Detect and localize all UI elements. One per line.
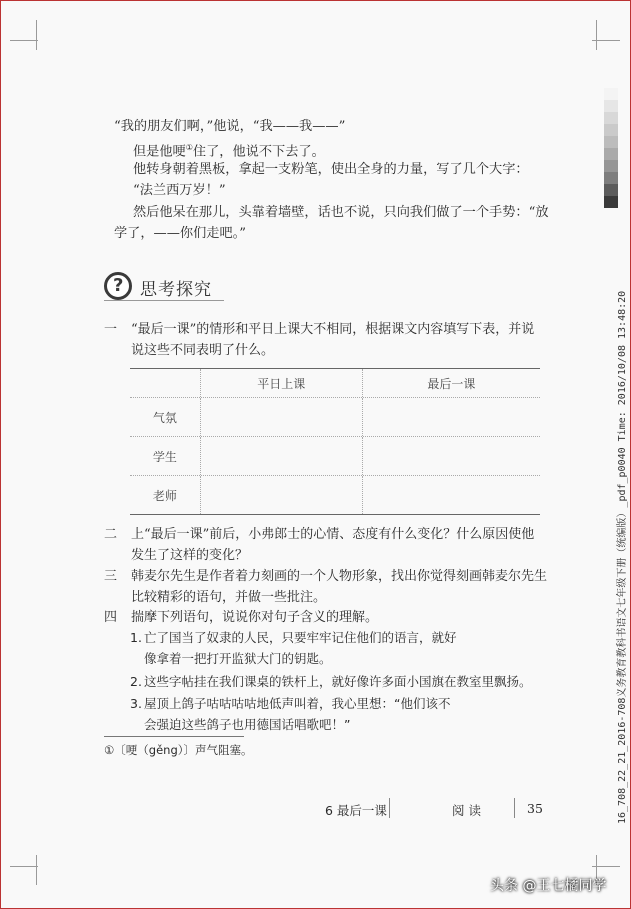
passage-line-2-start: 但是他哽: [133, 144, 186, 160]
watermark: 头条 @王七橘同学: [490, 878, 607, 894]
passage-line-2-end: 住了，他说不下去了。: [192, 144, 325, 160]
print-info-vertical: 16_708_22_21_2016-708义务教育教科书语文七年级下册（统编版）_pdf_p0040 Time: 2016/10/08 13:48:20: [617, 290, 628, 824]
question-3-line-1: 韩麦尔先生是作者着力刻画的一个人物形象，找出你觉得刻画韩麦尔先生: [131, 569, 548, 584]
crop-mark-bl: [10, 866, 38, 867]
crop-mark-bl-v: [36, 855, 37, 885]
question-4-line-1: 揣摩下列语句，说说你对句子含义的理解。: [131, 610, 379, 625]
question-4-number: 四: [104, 610, 118, 625]
footnote-rule: [104, 736, 244, 737]
sub-item-number: 1.: [130, 630, 142, 645]
question-icon-glyph: ?: [113, 275, 124, 296]
sub-item-number: 3.: [130, 696, 142, 711]
question-2-number: 二: [104, 527, 118, 542]
section-title: 思考探究: [140, 280, 212, 300]
question-icon: [104, 272, 132, 300]
question-2-line-1: 上“最后一课”前后，小弗郎士的心情、态度有什么变化？什么原因使他: [131, 527, 535, 542]
footnote-marker: ①: [185, 143, 193, 152]
crop-mark-tl-v: [36, 20, 37, 50]
table-cell[interactable]: [363, 437, 540, 475]
table-cell[interactable]: [201, 476, 363, 514]
table-cell[interactable]: [363, 476, 540, 514]
table-header-last: 最后一课: [427, 376, 476, 391]
passage-line-3: 他转身朝着黑板，拿起一支粉笔，使出全身的力量，写了几个大字：: [133, 162, 529, 177]
passage-line-1: “我的朋友们啊，”他说，“我——我——”: [114, 119, 346, 134]
table-row: [130, 437, 540, 476]
passage-line-5: 然后他呆在那儿，头靠着墙壁，话也不说，只向我们做了一个手势：“放: [133, 205, 549, 220]
table-header-blank: [130, 369, 201, 397]
heading-rule: [104, 300, 224, 301]
sub-item-text: 这些字帖挂在我们课桌的铁杆上，就好像许多面小国旗在教室里飘扬。: [144, 674, 532, 689]
footer-divider-1: [389, 798, 390, 818]
question-1-line-2: 说这些不同表明了什么。: [131, 343, 275, 358]
footer-unit: 阅 读: [452, 803, 481, 818]
passage-line-6: 学了，——你们走吧。”: [114, 226, 247, 241]
table-cell[interactable]: [363, 398, 540, 436]
table-row: [130, 476, 540, 514]
table-header-row: [130, 369, 540, 398]
table-row: [130, 398, 540, 437]
table-row-label: 老师: [130, 476, 201, 514]
page-number: 35: [527, 801, 543, 816]
question-1-line-1: “最后一课”的情形和平日上课大不相同，根据课文内容填写下表，并说: [131, 322, 535, 337]
table-cell[interactable]: [201, 398, 363, 436]
question-3-number: 三: [104, 569, 118, 584]
question-1-number: 一: [104, 322, 118, 337]
comparison-table: [130, 368, 540, 515]
question-3-line-2: 比较精彩的语句，并做一些批注。: [131, 590, 327, 605]
question-2-line-2: 发生了这样的变化？: [131, 548, 249, 563]
crop-mark-tl: [10, 40, 38, 41]
crop-mark-tr-v: [596, 20, 597, 50]
sub-item-number: 2.: [130, 674, 142, 689]
table-row-label: 学生: [130, 437, 201, 475]
footer-lesson: 6 最后一课: [325, 803, 387, 818]
footer-divider-2: [514, 798, 515, 818]
table-row-label: 气氛: [130, 398, 201, 436]
grayscale-calibration-strip: [604, 88, 618, 208]
sub-item-text: 屋顶上鸽子咕咕咕咕地低声叫着，我心里想：“他们该不会强迫这些鸽子也用德国话唱歌吧！”: [144, 696, 451, 732]
footnote: ①〔哽（gěng）〕声气阻塞。: [104, 743, 253, 757]
passage-line-4: “法兰西万岁！”: [133, 183, 226, 198]
sub-item-text: 亡了国当了奴隶的人民，只要牢牢记住他们的语言，就好像拿着一把打开监狱大门的钥匙。: [144, 630, 457, 666]
table-header-usual: 平日上课: [201, 369, 363, 397]
table-cell[interactable]: [201, 437, 363, 475]
